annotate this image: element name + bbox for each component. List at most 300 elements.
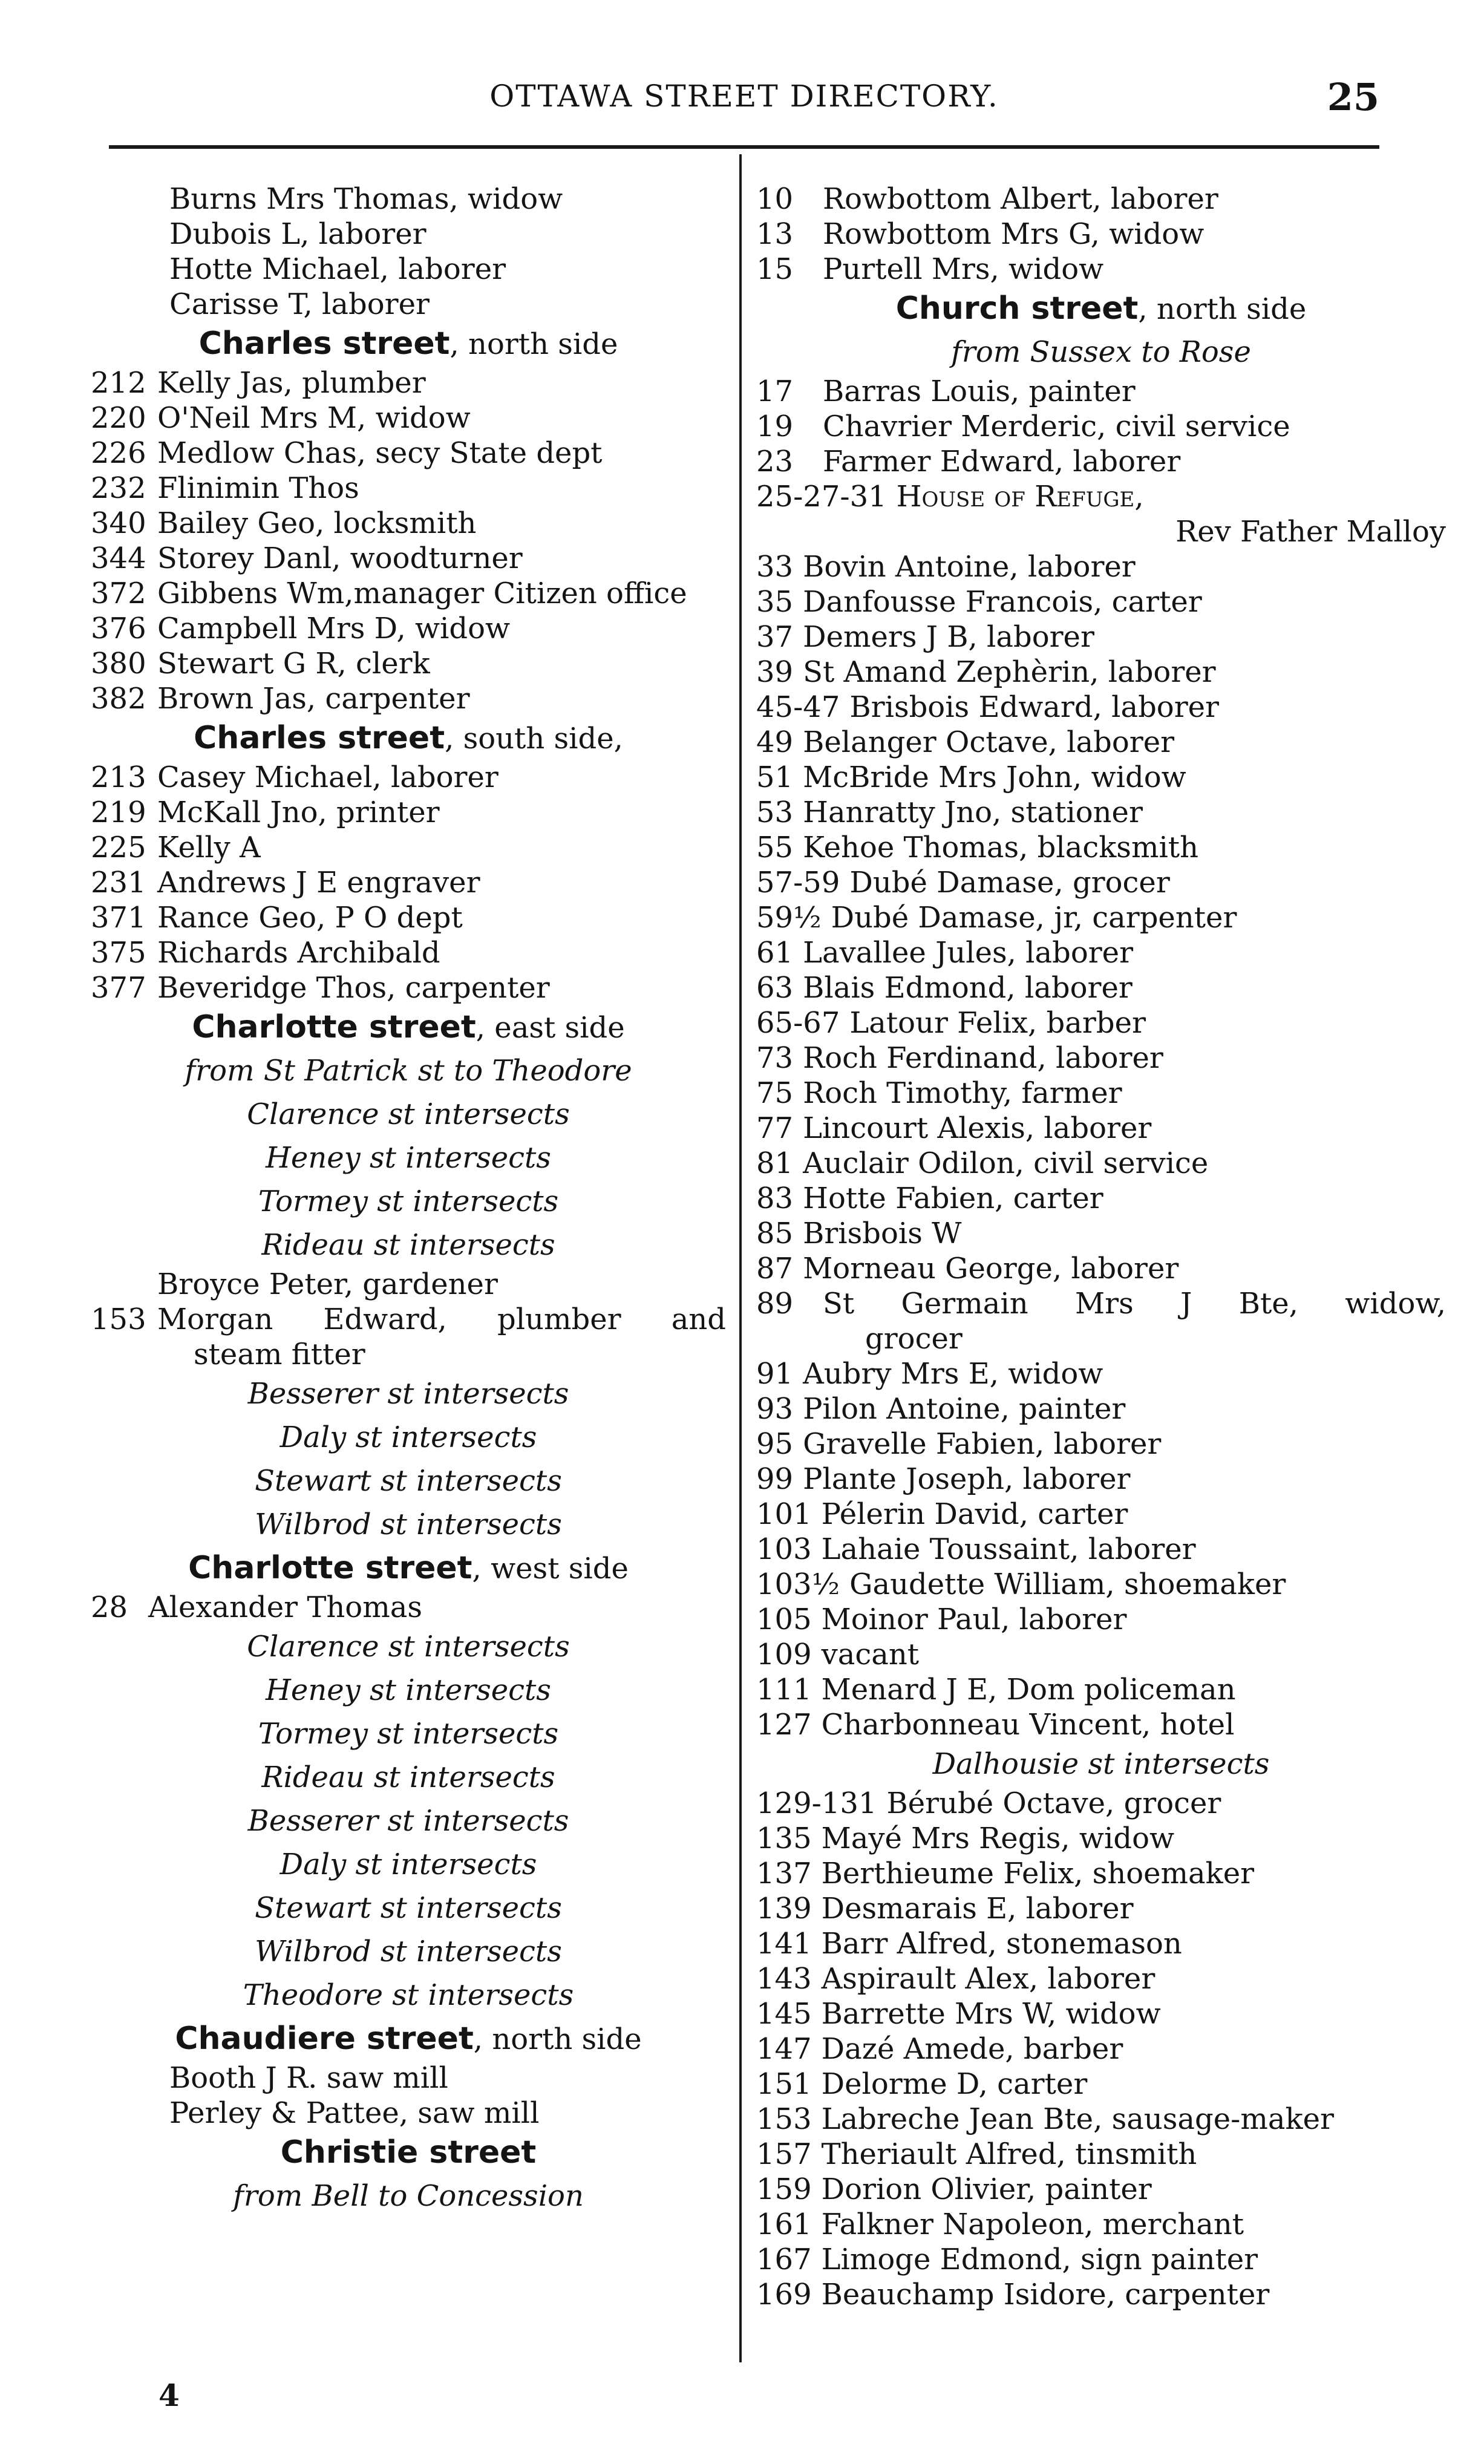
entry-text: Dazé Amede, barber	[821, 2032, 1123, 2066]
intersects-list	[91, 1372, 726, 1546]
list-item: Broyce Peter, gardener	[157, 1267, 498, 1301]
entry-text: Kelly A	[157, 831, 261, 864]
street-side: , north side	[449, 327, 618, 361]
house-number: 37	[756, 620, 794, 654]
list-item	[756, 1391, 1446, 1426]
list-item	[756, 181, 1446, 217]
entry-text: Morneau George, laborer	[803, 1252, 1179, 1286]
street-heading-chaudiere	[91, 2017, 726, 2060]
entry-text: Rance Geo, P O dept	[157, 901, 463, 935]
house-number: 139	[756, 1892, 812, 1926]
entry-text: Brown Jas, carpenter	[157, 682, 470, 716]
church-list	[756, 549, 1446, 1286]
house-number: 153	[756, 2102, 812, 2136]
entry-word: J	[1180, 1287, 1192, 1321]
house-number: 87	[756, 1252, 794, 1286]
house-number: 65-67	[756, 1006, 840, 1040]
entry-text: Chavrier Merderic, civil service	[823, 410, 1290, 443]
house-number: 101	[756, 1497, 812, 1531]
entry-text: Purtell Mrs, widow	[823, 252, 1104, 286]
house-number: 213	[91, 760, 146, 794]
street-name: Church street	[895, 290, 1139, 327]
house-number: 376	[91, 612, 146, 645]
list-item	[756, 584, 1446, 619]
entry-text: Desmarais E, laborer	[821, 1892, 1134, 1926]
house-number: 371	[91, 901, 146, 935]
continued-entries	[91, 181, 726, 322]
house-number: 226	[91, 436, 146, 470]
house-number: 15	[756, 252, 794, 286]
entry-text: Beauchamp Isidore, carpenter	[821, 2278, 1270, 2312]
list-item	[756, 1961, 1446, 1996]
entry-text: Lavallee Jules, laborer	[803, 936, 1134, 970]
list-item	[91, 681, 726, 716]
list-item	[91, 900, 726, 935]
house-number: 231	[91, 866, 146, 900]
house-number: 103½	[756, 1567, 840, 1601]
entry-text: Rowbottom Albert, laborer	[823, 182, 1218, 216]
house-number: 95	[756, 1427, 794, 1461]
list-item	[756, 2137, 1446, 2172]
list-item: Burns Mrs Thomas, widow	[169, 182, 563, 216]
street-name: Charlotte street	[188, 1550, 472, 1586]
list-item	[756, 1462, 1446, 1497]
house-number: 91	[756, 1357, 794, 1391]
list-item: Hotte Michael, laborer	[169, 252, 506, 286]
list-item	[756, 760, 1446, 795]
street-side: , south side,	[445, 722, 623, 756]
house-number: 49	[756, 725, 794, 759]
entry-text: Stewart G R, clerk	[157, 647, 430, 681]
house-number: 340	[91, 506, 146, 540]
intersects-note: Tormey st intersects	[258, 1717, 559, 1751]
house-number: 153	[91, 1302, 146, 1336]
entry-text: Storey Danl, woodturner	[157, 541, 523, 575]
house-number: 212	[91, 366, 146, 400]
street-range: from Bell to Concession	[233, 2179, 584, 2213]
house-number: 73	[756, 1041, 794, 1075]
list-item	[756, 865, 1446, 900]
list-item	[91, 760, 726, 795]
house-number: 83	[756, 1181, 794, 1215]
house-number: 225	[91, 831, 146, 864]
house-number: 17	[756, 374, 794, 408]
entry-text: Falkner Napoleon, merchant	[821, 2207, 1244, 2241]
list-item	[756, 970, 1446, 1005]
entry-text: Campbell Mrs D, widow	[157, 612, 511, 645]
house-number: 220	[91, 401, 146, 435]
entry-text: Rowbottom Mrs G, widow	[823, 217, 1205, 251]
church-list	[756, 374, 1446, 479]
entry-text: Menard J E, Dom policeman	[821, 1673, 1236, 1707]
list-item	[756, 217, 1446, 252]
entry-text: Alexander Thomas	[148, 1590, 422, 1624]
list-item	[756, 479, 1446, 514]
entry-text: Bérubé Octave, grocer	[886, 1786, 1221, 1820]
entry-text: McBride Mrs John, widow	[803, 760, 1186, 794]
street-name: Charlotte street	[192, 1009, 476, 1045]
list-item	[756, 252, 1446, 287]
house-number: 127	[756, 1708, 812, 1742]
entry-word: Morgan	[157, 1302, 273, 1336]
entry-text: Kelly Jas, plumber	[157, 366, 426, 400]
street-name: Charles street	[194, 720, 445, 756]
page-number: 25	[1327, 75, 1379, 119]
entry-text: Limoge Edmond, sign painter	[821, 2243, 1258, 2276]
street-side: , north side	[473, 2022, 642, 2056]
street-side: , east side	[476, 1011, 625, 1045]
list-item	[756, 2277, 1446, 2312]
house-number: 85	[756, 1217, 794, 1250]
street-heading-charles-south	[91, 716, 726, 760]
entry-word: Mrs	[1074, 1287, 1134, 1321]
church-list	[756, 1786, 1446, 2312]
entry-word: Germain	[901, 1287, 1028, 1321]
street-heading-charlotte-west	[91, 1546, 726, 1590]
street-name: Charles street	[198, 325, 450, 362]
house-number: 77	[756, 1111, 794, 1145]
entry-text: Flinimin Thos	[157, 471, 359, 505]
entry-text: Latour Felix, barber	[849, 1006, 1146, 1040]
house-number: 111	[756, 1673, 812, 1707]
entry-text: Demers J B, laborer	[803, 620, 1094, 654]
list-item: Booth J R. saw mill	[169, 2061, 448, 2095]
entry-text: Brisbois W	[803, 1217, 962, 1250]
list-item	[756, 1602, 1446, 1637]
intersects-note: Heney st intersects	[266, 1673, 551, 1707]
list-item	[91, 611, 726, 646]
entry-word: Edward,	[323, 1302, 447, 1336]
house-number: 23	[756, 445, 794, 479]
list-item	[756, 1707, 1446, 1742]
list-item-continuation: grocer	[865, 1322, 963, 1356]
intersects-note: Stewart st intersects	[255, 1464, 562, 1498]
list-item	[756, 1567, 1446, 1602]
entry-text: Hotte Fabien, carter	[803, 1181, 1103, 1215]
list-item	[756, 1356, 1446, 1391]
list-item	[756, 1251, 1446, 1286]
entry-text: Barras Louis, painter	[823, 374, 1136, 408]
list-item	[756, 1286, 1446, 1321]
list-item	[91, 646, 726, 681]
list-item	[756, 690, 1446, 725]
house-number: 45-47	[756, 690, 840, 724]
intersects-note: Tormey st intersects	[258, 1185, 559, 1218]
list-item	[91, 935, 726, 970]
house-number: 33	[756, 550, 794, 584]
house-number: 93	[756, 1392, 794, 1426]
house-number: 35	[756, 585, 794, 619]
entry-text: vacant	[821, 1638, 920, 1672]
chaudiere-list	[91, 2060, 726, 2131]
intersects-list	[91, 1093, 726, 1267]
house-number: 344	[91, 541, 146, 575]
entry-text: Belanger Octave, laborer	[803, 725, 1175, 759]
street-side: , north side	[1138, 292, 1307, 326]
entry-text: Gravelle Fabien, laborer	[803, 1427, 1162, 1461]
entry-word: plumber	[497, 1302, 621, 1336]
entry-text: Medlow Chas, secy State dept	[157, 436, 603, 470]
entry-text: Bailey Geo, locksmith	[157, 506, 477, 540]
house-number: 81	[756, 1146, 794, 1180]
list-item	[756, 1532, 1446, 1567]
intersects-note: Daly st intersects	[279, 1848, 537, 1881]
house-number: 382	[91, 682, 146, 716]
list-item	[756, 549, 1446, 584]
list-item	[756, 2172, 1446, 2207]
entry-word: Bte,	[1238, 1287, 1298, 1321]
list-item	[91, 830, 726, 865]
intersects-note: Wilbrod st intersects	[255, 1935, 562, 1969]
page-title: OTTAWA STREET DIRECTORY.	[489, 79, 999, 114]
house-number: 167	[756, 2243, 812, 2276]
list-item	[756, 2031, 1446, 2067]
house-number: 59½	[756, 901, 822, 935]
street-heading-charlotte-east	[91, 1005, 726, 1049]
entry-text: Berthieume Felix, shoemaker	[821, 1857, 1255, 1890]
entry-text: Pélerin David, carter	[821, 1497, 1128, 1531]
list-item	[756, 935, 1446, 970]
entry-text: Brisbois Edward, laborer	[849, 690, 1219, 724]
house-number: 232	[91, 471, 146, 505]
entry-text: Barrette Mrs W, widow	[821, 1997, 1161, 2031]
house-number: 53	[756, 796, 794, 829]
left-column	[91, 181, 726, 2218]
entry-text: Gibbens Wm,manager Citizen office	[157, 577, 687, 610]
entry-text: Roch Timothy, farmer	[803, 1076, 1122, 1110]
list-item: Perley & Pattee, saw mill	[169, 2096, 540, 2130]
list-item	[756, 1821, 1446, 1856]
list-item	[756, 1005, 1446, 1041]
house-number: 375	[91, 936, 146, 970]
list-item	[756, 2207, 1446, 2242]
entry-text: Moinor Paul, laborer	[821, 1603, 1127, 1636]
house-number: 129-131	[756, 1786, 877, 1820]
street-heading-charles-north	[91, 322, 726, 365]
entry-text: House of Refuge,	[896, 480, 1144, 514]
list-item	[756, 1856, 1446, 1891]
entry-text: Gaudette William, shoemaker	[849, 1567, 1286, 1601]
entry-text: Auclair Odilon, civil service	[803, 1146, 1209, 1180]
list-item	[91, 506, 726, 541]
right-column	[756, 181, 1446, 2312]
house-number: 145	[756, 1997, 812, 2031]
list-item	[91, 795, 726, 830]
entry-text: Delorme D, carter	[821, 2067, 1088, 2101]
entry-word: St	[823, 1287, 855, 1321]
entry-text: O'Neil Mrs M, widow	[157, 401, 471, 435]
entry-text: Beveridge Thos, carpenter	[157, 971, 550, 1005]
entry-text: Labreche Jean Bte, sausage-maker	[821, 2102, 1334, 2136]
house-number: 105	[756, 1603, 812, 1636]
house-number: 161	[756, 2207, 812, 2241]
house-number: 147	[756, 2032, 812, 2066]
list-item	[91, 1302, 726, 1337]
list-item	[91, 1590, 726, 1625]
house-number: 99	[756, 1462, 794, 1496]
list-item	[756, 2102, 1446, 2137]
intersects-note: Besserer st intersects	[247, 1804, 569, 1838]
intersects-note: Wilbrod st intersects	[255, 1508, 562, 1541]
house-number: 13	[756, 217, 794, 251]
house-number: 169	[756, 2278, 812, 2312]
entry-text: Charbonneau Vincent, hotel	[821, 1708, 1235, 1742]
list-item-continuation: steam fitter	[194, 1338, 365, 1371]
charles-south-list	[91, 760, 726, 1005]
house-number: 10	[756, 182, 794, 216]
house-number: 137	[756, 1857, 812, 1890]
list-item-continuation: Rev Father Malloy	[1175, 515, 1446, 549]
house-number: 51	[756, 760, 794, 794]
list-item	[756, 1891, 1446, 1926]
house-number: 19	[756, 410, 794, 443]
entry-text: St Amand Zephèrin, laborer	[803, 655, 1216, 689]
list-item	[756, 725, 1446, 760]
list-item	[91, 576, 726, 611]
intersects-note: Dalhousie st intersects	[932, 1747, 1270, 1781]
entry-text	[157, 1302, 726, 1337]
entry-text: Danfousse Francois, carter	[803, 585, 1202, 619]
street-name: Christie street	[280, 2134, 537, 2171]
entry-text: Bovin Antoine, laborer	[803, 550, 1136, 584]
house-number: 151	[756, 2067, 812, 2101]
entry-text: Plante Joseph, laborer	[803, 1462, 1131, 1496]
entry-text	[823, 1286, 1446, 1321]
entry-text: Dubé Damase, grocer	[849, 866, 1170, 900]
intersects-note: Rideau st intersects	[261, 1760, 555, 1794]
street-range: from Sussex to Rose	[951, 335, 1251, 369]
house-number: 141	[756, 1927, 812, 1961]
list-item	[91, 436, 726, 471]
street-range: from St Patrick st to Theodore	[185, 1054, 632, 1088]
list-item	[756, 619, 1446, 655]
entry-text: Barr Alfred, stonemason	[821, 1927, 1182, 1961]
list-item	[756, 1216, 1446, 1251]
entry-text: McKall Jno, printer	[157, 796, 440, 829]
house-number: 219	[91, 796, 146, 829]
house-number: 75	[756, 1076, 794, 1110]
house-number: 39	[756, 655, 794, 689]
list-item	[756, 1672, 1446, 1707]
intersects-note: Besserer st intersects	[247, 1377, 569, 1411]
list-item	[91, 541, 726, 576]
street-name: Chaudiere street	[175, 2021, 474, 2057]
intersects-note: Heney st intersects	[266, 1141, 551, 1175]
header-rule	[109, 145, 1379, 149]
list-item	[756, 409, 1446, 444]
intersects-list	[91, 1625, 726, 2017]
entry-text: Mayé Mrs Regis, widow	[821, 1822, 1175, 1855]
house-number: 89	[756, 1287, 794, 1321]
entry-text: Aubry Mrs E, widow	[803, 1357, 1103, 1391]
house-number: 63	[756, 971, 794, 1005]
list-item	[756, 830, 1446, 865]
house-number: 159	[756, 2172, 812, 2206]
list-item	[91, 365, 726, 400]
house-number: 157	[756, 2137, 812, 2171]
house-number: 380	[91, 647, 146, 681]
list-item	[756, 1076, 1446, 1111]
continued-entries	[756, 181, 1446, 287]
entry-text: Lahaie Toussaint, laborer	[821, 1532, 1196, 1566]
list-item	[756, 1996, 1446, 2031]
church-list	[756, 1356, 1446, 1742]
list-item	[756, 1497, 1446, 1532]
intersects-note: Theodore st intersects	[243, 1978, 574, 2012]
column-divider	[739, 154, 742, 2362]
house-number: 377	[91, 971, 146, 1005]
list-item	[756, 1926, 1446, 1961]
list-item	[756, 444, 1446, 479]
street-heading-church	[756, 287, 1446, 330]
list-item	[91, 865, 726, 900]
entry-text: Farmer Edward, laborer	[823, 445, 1181, 479]
house-number: 143	[756, 1962, 812, 1996]
street-heading-christie	[91, 2131, 726, 2174]
list-item	[756, 374, 1446, 409]
entry-text: Dorion Olivier, painter	[821, 2172, 1152, 2206]
house-number: 57-59	[756, 866, 840, 900]
street-side: , west side	[472, 1552, 629, 1586]
entry-text: Blais Edmond, laborer	[803, 971, 1133, 1005]
entry-text: Lincourt Alexis, laborer	[803, 1111, 1152, 1145]
list-item: Carisse T, laborer	[169, 287, 430, 321]
entry-text: Aspirault Alex, laborer	[821, 1962, 1155, 1996]
house-number: 55	[756, 831, 794, 864]
house-number: 103	[756, 1532, 812, 1566]
list-item	[756, 2067, 1446, 2102]
entry-text: Hanratty Jno, stationer	[803, 796, 1143, 829]
list-item	[756, 1637, 1446, 1672]
intersects-note: Daly st intersects	[279, 1420, 537, 1454]
entry-text: Casey Michael, laborer	[157, 760, 498, 794]
entry-text: Theriault Alfred, tinsmith	[821, 2137, 1197, 2171]
charles-north-list	[91, 365, 726, 716]
house-number: 28	[91, 1590, 128, 1624]
entry-text: Roch Ferdinand, laborer	[803, 1041, 1163, 1075]
list-item	[756, 1146, 1446, 1181]
list-item: Dubois L, laborer	[169, 217, 427, 251]
list-item	[756, 1181, 1446, 1216]
entry-text: Kehoe Thomas, blacksmith	[803, 831, 1199, 864]
house-number: 109	[756, 1638, 812, 1672]
intersects-note: Stewart st intersects	[255, 1891, 562, 1925]
entry-word: widow,	[1345, 1287, 1446, 1321]
list-item	[756, 1786, 1446, 1821]
list-item	[756, 795, 1446, 830]
intersects-note: Clarence st intersects	[247, 1630, 570, 1664]
list-item	[756, 2242, 1446, 2277]
house-number: 372	[91, 577, 146, 610]
entry-word: and	[671, 1302, 726, 1336]
intersects-note: Clarence st intersects	[247, 1097, 570, 1131]
list-item	[91, 970, 726, 1005]
page-header	[109, 75, 1379, 133]
house-number: 25-27-31	[756, 480, 887, 514]
list-item	[91, 471, 726, 506]
intersects-note: Rideau st intersects	[261, 1228, 555, 1262]
entry-text: Richards Archibald	[157, 936, 440, 970]
entry-text: Andrews J E engraver	[157, 866, 480, 900]
list-item	[756, 1426, 1446, 1462]
house-number: 61	[756, 936, 794, 970]
signature-mark: 4	[159, 2377, 180, 2413]
list-item	[756, 1041, 1446, 1076]
house-number: 135	[756, 1822, 812, 1855]
list-item	[756, 655, 1446, 690]
list-item	[756, 900, 1446, 935]
entry-text: Dubé Damase, jr, carpenter	[831, 901, 1237, 935]
